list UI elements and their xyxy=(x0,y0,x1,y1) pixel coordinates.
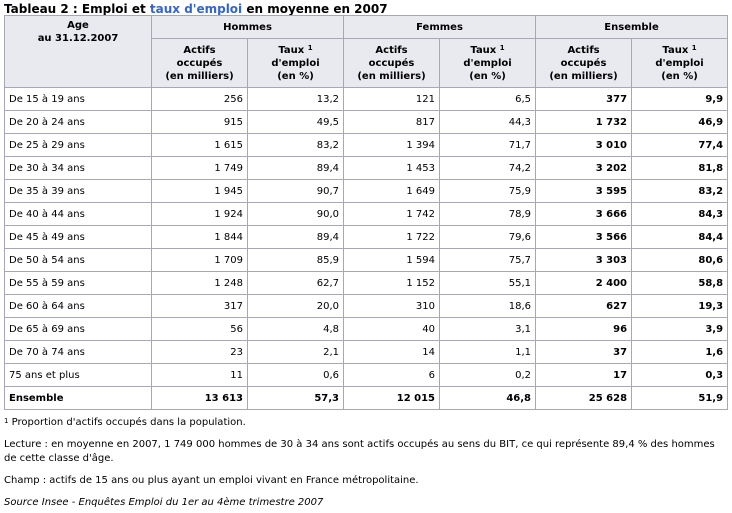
subheader-actifs xyxy=(344,39,440,88)
subheader-actifs-line: Actifs xyxy=(183,44,216,56)
note-champ: Champ : actifs de 15 ans ou plus ayant un emploi vivant en France métropolitaine. xyxy=(4,475,419,486)
footnote-marker: 1 xyxy=(691,43,697,52)
subheader-taux-word: Taux xyxy=(662,44,689,56)
row-label: Ensemble xyxy=(5,387,152,410)
table-cell: 3 566 xyxy=(536,226,632,249)
table-cell: 14 xyxy=(344,341,440,364)
table-cell: 3 010 xyxy=(536,134,632,157)
table-cell: 11 xyxy=(152,364,248,387)
group-header-ensemble: Ensemble xyxy=(536,16,728,39)
subheader-actifs-line: Actifs xyxy=(375,44,408,56)
subheader-taux-line xyxy=(252,44,339,57)
table-row xyxy=(5,318,728,341)
table-cell: 83,2 xyxy=(248,134,344,157)
table-cell: 317 xyxy=(152,295,248,318)
table-cell: 1 732 xyxy=(536,111,632,134)
table-cell: 89,4 xyxy=(248,226,344,249)
table-cell: 80,6 xyxy=(632,249,728,272)
table-cell: 3 595 xyxy=(536,180,632,203)
table-row xyxy=(5,272,728,295)
table-row xyxy=(5,88,728,111)
table-cell: 3 303 xyxy=(536,249,632,272)
table-cell: 0,2 xyxy=(440,364,536,387)
table-cell: 89,4 xyxy=(248,157,344,180)
table-cell: 13,2 xyxy=(248,88,344,111)
group-header-hommes: Hommes xyxy=(152,16,344,39)
table-cell: 1,1 xyxy=(440,341,536,364)
table-cell: 1 615 xyxy=(152,134,248,157)
table-cell: 817 xyxy=(344,111,440,134)
table-cell: 19,3 xyxy=(632,295,728,318)
table-cell: 1 649 xyxy=(344,180,440,203)
table-cell: 3,9 xyxy=(632,318,728,341)
subheader-taux-word: Taux xyxy=(278,44,305,56)
table-cell: 1,6 xyxy=(632,341,728,364)
table-cell: 0,6 xyxy=(248,364,344,387)
table-cell: 3,1 xyxy=(440,318,536,341)
table-cell: 96 xyxy=(536,318,632,341)
table-cell: 44,3 xyxy=(440,111,536,134)
subheader-taux-line xyxy=(636,44,723,57)
table-row xyxy=(5,341,728,364)
table-cell: 0,3 xyxy=(632,364,728,387)
table-cell: 3 666 xyxy=(536,203,632,226)
footnote-marker: 1 xyxy=(499,43,505,52)
table-cell: 81,8 xyxy=(632,157,728,180)
subheader-taux xyxy=(248,39,344,88)
table-cell: 377 xyxy=(536,88,632,111)
table-cell: 90,0 xyxy=(248,203,344,226)
table-row xyxy=(5,295,728,318)
table-cell: 1 742 xyxy=(344,203,440,226)
table-cell: 37 xyxy=(536,341,632,364)
subheader-actifs xyxy=(152,39,248,88)
subheader-taux-word: Taux xyxy=(470,44,497,56)
subheader-taux-line: (en %) xyxy=(661,70,698,82)
table-cell: 40 xyxy=(344,318,440,341)
table-cell: 1 594 xyxy=(344,249,440,272)
table-row xyxy=(5,180,728,203)
table-cell: 58,8 xyxy=(632,272,728,295)
table-cell: 1 722 xyxy=(344,226,440,249)
footnote-marker: 1 xyxy=(307,43,313,52)
table-row xyxy=(5,157,728,180)
table-cell: 84,4 xyxy=(632,226,728,249)
note-lecture: Lecture : en moyenne en 2007, 1 749 000 hommes de 30 à 34 ans sont actifs occupés au sens du BIT, ce qui représente 89,4 % des hommes de cette classe d'âge. xyxy=(4,439,715,464)
row-label: De 60 à 64 ans xyxy=(5,295,152,318)
table-cell: 2 400 xyxy=(536,272,632,295)
group-header-femmes: Femmes xyxy=(344,16,536,39)
employment-table xyxy=(4,15,728,410)
table-cell: 74,2 xyxy=(440,157,536,180)
table-cell: 121 xyxy=(344,88,440,111)
subheader-taux-line: (en %) xyxy=(277,70,314,82)
table-cell: 62,7 xyxy=(248,272,344,295)
table-cell: 90,7 xyxy=(248,180,344,203)
subheader-taux-line xyxy=(444,44,531,57)
row-label: De 25 à 29 ans xyxy=(5,134,152,157)
note-source: Source Insee - Enquêtes Emploi du 1er au 4ème trimestre 2007 xyxy=(4,497,324,508)
table-cell: 49,5 xyxy=(248,111,344,134)
table-cell: 51,9 xyxy=(632,387,728,410)
table-cell: 85,9 xyxy=(248,249,344,272)
table-cell: 55,1 xyxy=(440,272,536,295)
table-cell: 1 152 xyxy=(344,272,440,295)
subheader-actifs-line: occupés xyxy=(176,57,223,69)
table-cell: 1 453 xyxy=(344,157,440,180)
row-label: De 15 à 19 ans xyxy=(5,88,152,111)
table-cell: 915 xyxy=(152,111,248,134)
table-row xyxy=(5,111,728,134)
age-header xyxy=(5,16,152,88)
row-label: De 20 à 24 ans xyxy=(5,111,152,134)
table-cell: 3 202 xyxy=(536,157,632,180)
table-cell: 75,7 xyxy=(440,249,536,272)
table-cell: 75,9 xyxy=(440,180,536,203)
table-cell: 23 xyxy=(152,341,248,364)
table-cell: 78,9 xyxy=(440,203,536,226)
row-label: De 40 à 44 ans xyxy=(5,203,152,226)
table-cell: 6 xyxy=(344,364,440,387)
title-suffix: en moyenne en 2007 xyxy=(242,2,388,16)
footnote-1-marker: 1 xyxy=(4,417,9,425)
table-row xyxy=(5,226,728,249)
table-cell: 84,3 xyxy=(632,203,728,226)
subheader-actifs-line: (en milliers) xyxy=(165,70,234,82)
title-prefix: Tableau 2 : Emploi et xyxy=(4,2,150,16)
age-header-line2: au 31.12.2007 xyxy=(37,33,119,44)
taux-emploi-link[interactable]: taux d'emploi xyxy=(149,2,243,16)
subheader-actifs-line: Actifs xyxy=(567,44,600,56)
table-cell: 1 924 xyxy=(152,203,248,226)
subheader-actifs xyxy=(536,39,632,88)
table-cell: 83,2 xyxy=(632,180,728,203)
row-label: 75 ans et plus xyxy=(5,364,152,387)
table-cell: 6,5 xyxy=(440,88,536,111)
subheader-actifs-line: (en milliers) xyxy=(357,70,426,82)
table-cell: 46,8 xyxy=(440,387,536,410)
table-cell: 627 xyxy=(536,295,632,318)
table-cell: 57,3 xyxy=(248,387,344,410)
table-cell: 79,6 xyxy=(440,226,536,249)
row-label: De 65 à 69 ans xyxy=(5,318,152,341)
table-cell: 256 xyxy=(152,88,248,111)
subheader-actifs-line: occupés xyxy=(560,57,607,69)
footnote-1-text: Proportion d'actifs occupés dans la population. xyxy=(8,417,246,428)
table-cell: 56 xyxy=(152,318,248,341)
table-cell: 1 394 xyxy=(344,134,440,157)
table-cell: 46,9 xyxy=(632,111,728,134)
subheader-taux-line: d'emploi xyxy=(271,57,320,69)
row-label: De 30 à 34 ans xyxy=(5,157,152,180)
subheader-taux-line: d'emploi xyxy=(655,57,704,69)
table-cell: 4,8 xyxy=(248,318,344,341)
table-cell: 13 613 xyxy=(152,387,248,410)
table-cell: 9,9 xyxy=(632,88,728,111)
row-label: De 50 à 54 ans xyxy=(5,249,152,272)
total-row xyxy=(5,387,728,410)
table-cell: 1 844 xyxy=(152,226,248,249)
table-cell: 1 945 xyxy=(152,180,248,203)
table-cell: 1 749 xyxy=(152,157,248,180)
subheader-actifs-line: (en milliers) xyxy=(549,70,618,82)
subheader-actifs-line: occupés xyxy=(368,57,415,69)
table-cell: 25 628 xyxy=(536,387,632,410)
table-cell: 17 xyxy=(536,364,632,387)
table-row xyxy=(5,134,728,157)
table-row xyxy=(5,203,728,226)
row-label: De 45 à 49 ans xyxy=(5,226,152,249)
footnote-1 xyxy=(4,416,246,430)
row-label: De 70 à 74 ans xyxy=(5,341,152,364)
table-cell: 77,4 xyxy=(632,134,728,157)
table-cell: 310 xyxy=(344,295,440,318)
row-label: De 55 à 59 ans xyxy=(5,272,152,295)
table-cell: 12 015 xyxy=(344,387,440,410)
table-cell: 1 248 xyxy=(152,272,248,295)
subheader-taux xyxy=(440,39,536,88)
subheader-taux-line: (en %) xyxy=(469,70,506,82)
table-title xyxy=(4,3,388,15)
table-cell: 2,1 xyxy=(248,341,344,364)
table-cell: 18,6 xyxy=(440,295,536,318)
table-cell: 1 709 xyxy=(152,249,248,272)
table-cell: 20,0 xyxy=(248,295,344,318)
subheader-taux xyxy=(632,39,728,88)
table-cell: 71,7 xyxy=(440,134,536,157)
age-header-line1: Age xyxy=(67,20,89,31)
table-row xyxy=(5,249,728,272)
table-row xyxy=(5,364,728,387)
subheader-taux-line: d'emploi xyxy=(463,57,512,69)
row-label: De 35 à 39 ans xyxy=(5,180,152,203)
